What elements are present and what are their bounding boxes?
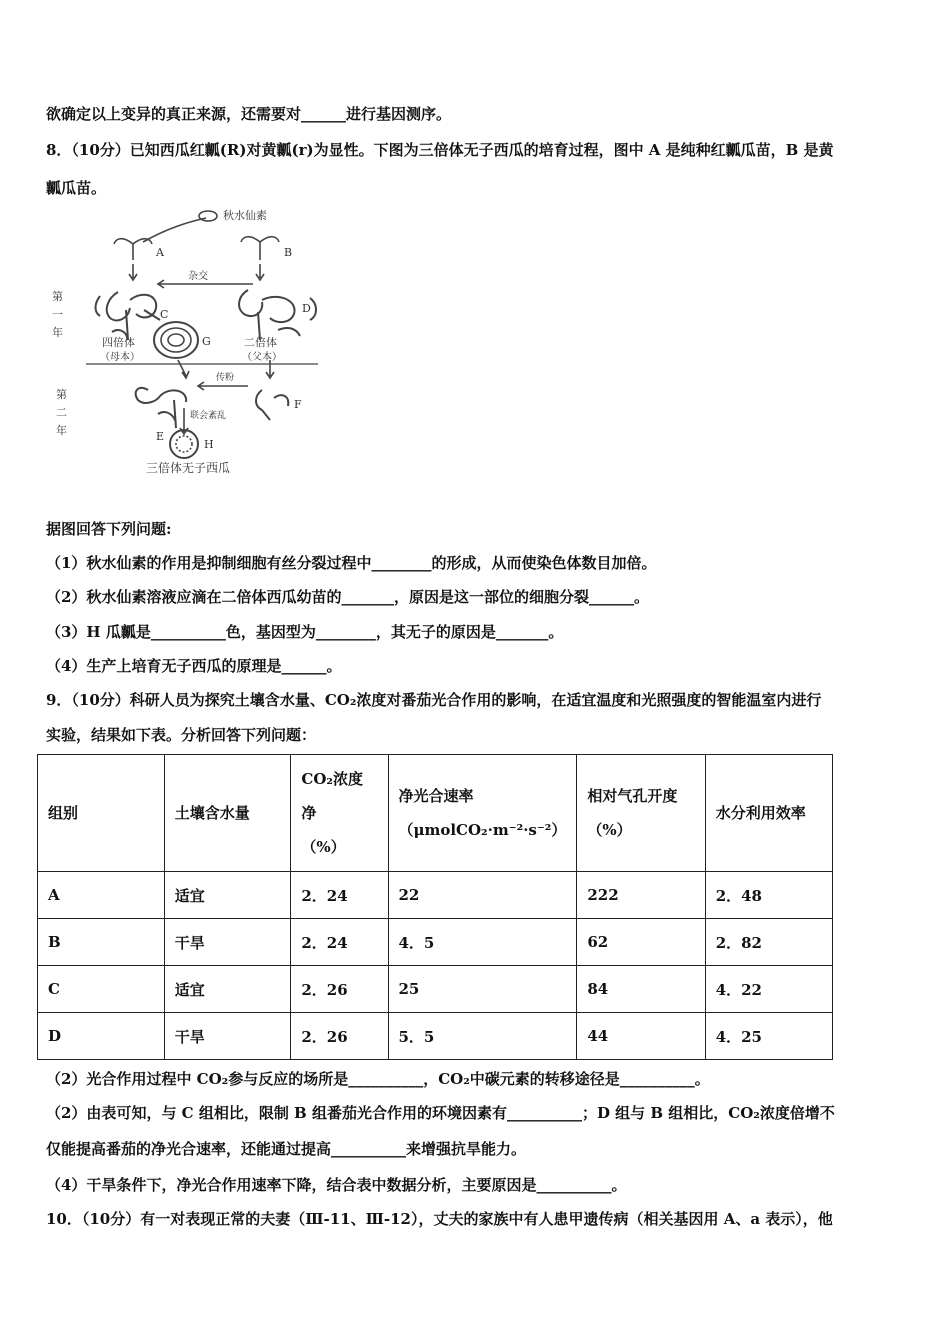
table-header-row bbox=[38, 755, 833, 872]
header-cell: 水分利用效率 bbox=[705, 755, 832, 872]
year1-char3: 年 bbox=[52, 326, 63, 339]
table-cell: 2．24 bbox=[291, 872, 388, 919]
table-row bbox=[38, 966, 833, 1013]
table-cell: 2．24 bbox=[291, 919, 388, 966]
header-cell: 相对气孔开度 （%） bbox=[577, 755, 705, 872]
table-question-1: （2）光合作用过程中 CO₂参与反应的场所是__________，CO₂中碳元素的转移途径是__________。 bbox=[46, 1070, 710, 1088]
label-h: H bbox=[204, 438, 214, 451]
table-cell: 干旱 bbox=[164, 1013, 291, 1060]
table-cell: 2．48 bbox=[705, 872, 832, 919]
question-9-line-1: 9．（10分）科研人员为探究土壤含水量、CO₂浓度对番茄光合作用的影响，在适宜温度和光照强度的智能温室内进行 bbox=[46, 691, 822, 709]
header-cell: 土壤含水量 bbox=[164, 755, 291, 872]
label-e: E bbox=[156, 430, 165, 443]
table-cell: 4．5 bbox=[388, 919, 577, 966]
header-cell: 组别 bbox=[38, 755, 165, 872]
induce-label: 联会紊乱 bbox=[190, 411, 227, 421]
table-cell: 适宜 bbox=[164, 966, 291, 1013]
table-row bbox=[38, 919, 833, 966]
pollination-label: 传粉 bbox=[216, 373, 235, 383]
result-label: 三倍体无子西瓜 bbox=[146, 461, 231, 475]
subquestion-2: （2）秋水仙素溶液应滴在二倍体西瓜幼苗的_______，原因是这一部位的细胞分裂______。 bbox=[46, 588, 649, 606]
header-cell: 净光合速率 （μmolCO₂·m⁻²·s⁻²） bbox=[388, 755, 577, 872]
table-cell: C bbox=[38, 966, 165, 1013]
table-question-4: （4）干旱条件下，净光合作用速率下降，结合表中数据分析，主要原因是__________。 bbox=[46, 1176, 627, 1194]
table-cell: 84 bbox=[577, 966, 705, 1013]
text-line: 欲确定以上变异的真正来源，还需要对______进行基因测序。 bbox=[46, 105, 452, 123]
table-row bbox=[38, 1013, 833, 1060]
label-b: B bbox=[284, 246, 293, 259]
question-intro: 据图回答下列问题: bbox=[46, 520, 172, 538]
cross-label: 杂交 bbox=[188, 271, 208, 282]
year2-char1: 第 bbox=[56, 388, 67, 401]
table-cell: 适宜 bbox=[164, 872, 291, 919]
table-cell: 22 bbox=[388, 872, 577, 919]
question-9-line-2: 实验，结果如下表。分析回答下列问题： bbox=[46, 726, 317, 744]
label-d: D bbox=[302, 302, 311, 315]
question-8-line-1: 8．（10分）已知西瓜红瓤(R)对黄瓤(r)为显性。下图为三倍体无子西瓜的培育过程，图中 A 是纯种红瓤瓜苗，B 是黄 bbox=[46, 141, 834, 159]
table-cell: 4．22 bbox=[705, 966, 832, 1013]
table-question-2: （2）由表可知，与 C 组相比，限制 B 组番茄光合作用的环境因素有__________；D 组与 B 组相比，CO₂浓度倍增不 bbox=[46, 1104, 835, 1122]
label-c: C bbox=[160, 308, 169, 321]
table-cell: 2．82 bbox=[705, 919, 832, 966]
table-cell: 44 bbox=[577, 1013, 705, 1060]
table-cell: 222 bbox=[577, 872, 705, 919]
table-cell: 4．25 bbox=[705, 1013, 832, 1060]
label-f: F bbox=[294, 398, 302, 411]
father-label: （父本） bbox=[242, 352, 282, 363]
table-question-2-cont: 仅能提高番茄的净光合速率，还能通过提高__________来增强抗旱能力。 bbox=[46, 1140, 527, 1158]
tetraploid-label: 四倍体 bbox=[102, 336, 135, 349]
year1-char1: 第 bbox=[52, 290, 63, 303]
table-cell: A bbox=[38, 872, 165, 919]
label-a: A bbox=[156, 246, 164, 259]
mother-label: （母本） bbox=[100, 352, 140, 363]
year2-char3: 年 bbox=[56, 424, 67, 437]
results-table bbox=[37, 754, 833, 1060]
colchicine-label: 秋水仙素 bbox=[223, 209, 267, 222]
table-row bbox=[38, 872, 833, 919]
subquestion-3: （3）H 瓜瓤是__________色，基因型为________，其无子的原因是_______。 bbox=[46, 623, 564, 641]
diploid-label: 二倍体 bbox=[244, 336, 277, 349]
question-10-line-1: 10．（10分）有一对表现正常的夫妻（Ⅲ-11、Ⅲ-12），丈夫的家族中有人患甲遗传病（相关基因用 A、a 表示），他 bbox=[46, 1210, 833, 1228]
year1-char2: 一 bbox=[52, 308, 63, 321]
question-8-line-2: 瓤瓜苗。 bbox=[46, 179, 107, 197]
table-cell: 2．26 bbox=[291, 1013, 388, 1060]
table-cell: 25 bbox=[388, 966, 577, 1013]
header-cell: CO₂浓度 净 （%） bbox=[291, 755, 388, 872]
seedless-watermelon-diagram bbox=[48, 200, 338, 482]
table-cell: D bbox=[38, 1013, 165, 1060]
year2-char2: 二 bbox=[56, 406, 67, 419]
table-cell: 5．5 bbox=[388, 1013, 577, 1060]
subquestion-4: （4）生产上培育无子西瓜的原理是______。 bbox=[46, 657, 342, 675]
table-cell: 62 bbox=[577, 919, 705, 966]
table-cell: 2．26 bbox=[291, 966, 388, 1013]
subquestion-1: （1）秋水仙素的作用是抑制细胞有丝分裂过程中________的形成，从而使染色体数目加倍。 bbox=[46, 554, 657, 572]
table-cell: B bbox=[38, 919, 165, 966]
label-g: G bbox=[202, 335, 211, 348]
table-cell: 干旱 bbox=[164, 919, 291, 966]
